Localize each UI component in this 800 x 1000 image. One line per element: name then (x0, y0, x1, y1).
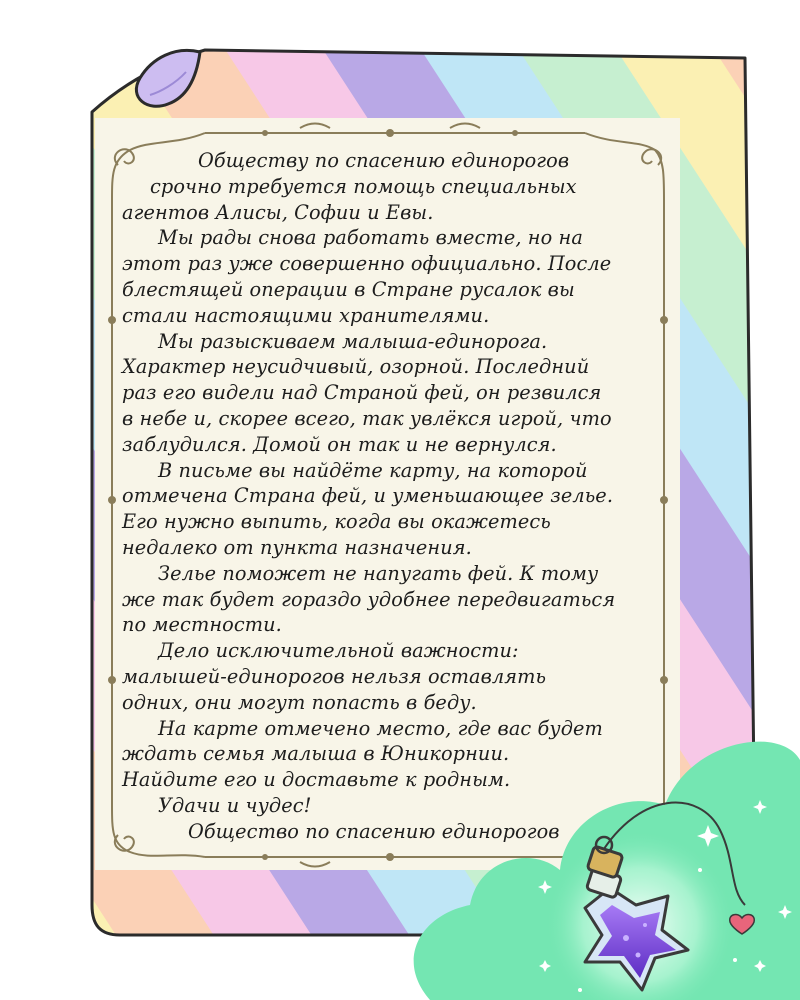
letter-line: На карте отмечено место, где вас будет (158, 716, 603, 740)
letter-line: Мы рады снова работать вместе, но на (158, 226, 583, 250)
letter-line: малышей-единорогов нельзя оставлять (122, 664, 547, 688)
letter-line: по местности. (122, 613, 282, 637)
letter-line: Его нужно выпить, когда вы окажетесь (122, 510, 551, 534)
letter-line: Удачи и чудес! (158, 793, 312, 817)
letter-line: этот раз уже совершенно официально. После (122, 252, 612, 276)
letter-line: Обществу по спасению единорогов (198, 149, 570, 172)
letter-line: Найдите его и доставьте к родным. (122, 768, 511, 792)
letter-line: Зелье поможет не напугать фей. К тому (158, 561, 599, 585)
letter-line: Характер неусидчивый, озорной. Последний (122, 355, 590, 379)
letter-line: недалеко от пункта назначения. (122, 535, 472, 559)
letter-line: агентов Алисы, Софии и Евы. (122, 200, 434, 224)
letter-line: стали настоящими хранителями. (122, 303, 490, 327)
letter-line: отмечена Страна фей, и уменьшающее зелье. (122, 484, 614, 508)
letter-line: блестящей операции в Стране русалок вы (122, 277, 575, 301)
letter-line: ждать семья малыша в Юникорнии. (122, 742, 510, 766)
letter-text (122, 148, 657, 845)
letter-line: срочно требуется помощь специальных (150, 174, 577, 198)
letter-line: В письме вы найдёте карту, на которой (158, 458, 588, 482)
letter-line: Дело исключительной важности: (158, 639, 519, 663)
letter-line: одних, они могут попасть в беду. (122, 690, 477, 714)
letter-line: в небе и, скорее всего, так увлёкся игрой, что (122, 406, 612, 430)
letter-line: заблудился. Домой он так и не вернулся. (122, 432, 557, 456)
letter-line: раз его видели над Страной фей, он резвился (122, 381, 602, 405)
letter-line: Общество по спасению единорогов (188, 819, 560, 843)
letter-line: же так будет гораздо удобнее передвигаться (122, 587, 616, 611)
letter-line: Мы разыскиваем малыша-единорога. (158, 329, 548, 353)
